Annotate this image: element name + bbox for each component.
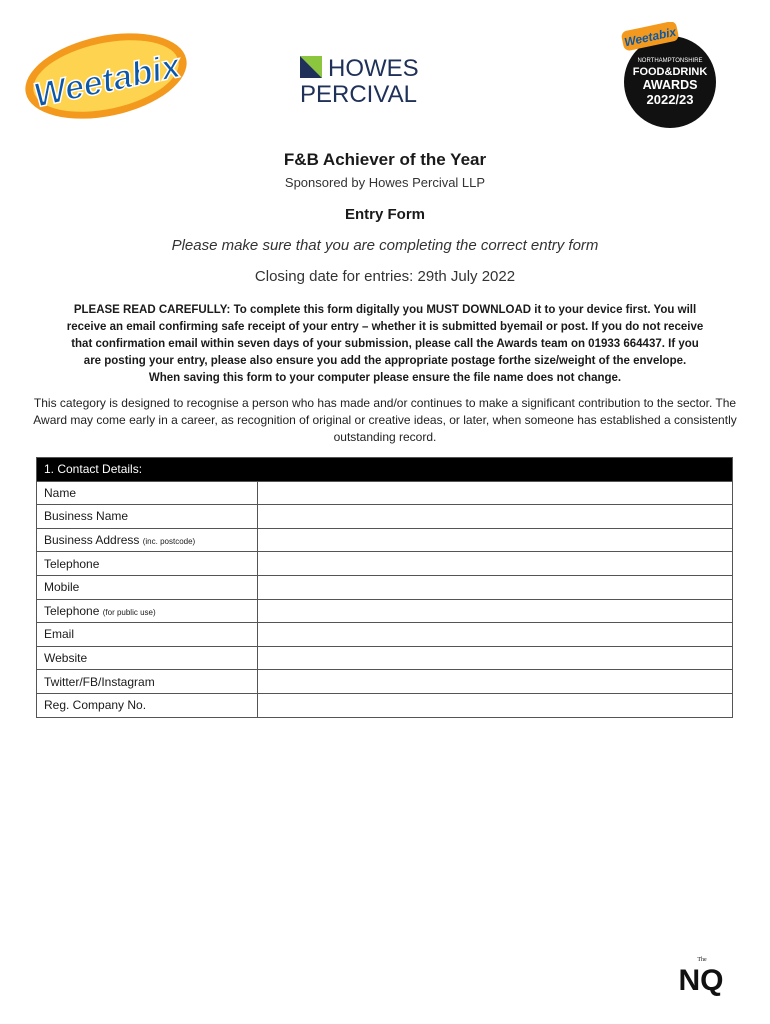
logo-bar [0,0,770,140]
svg-text:Weetabix: Weetabix [623,24,678,50]
field-label: Business Name [37,505,258,529]
notice-line: PLEASE READ CAREFULLY: To complete this form digitally you MUST DOWNLOAD it to your device first. You will [73,304,697,316]
email-field[interactable] [258,623,733,647]
table-row [37,693,733,717]
svg-text:PERCIVAL: PERCIVAL [300,81,417,104]
table-row [37,528,733,552]
field-label: Telephone (for public use) [37,599,258,623]
name-field[interactable] [258,481,733,505]
table-row [37,646,733,670]
contact-details-table [36,457,733,718]
field-label: Telephone [37,552,258,576]
business-name-field[interactable] [258,505,733,529]
field-label: Mobile [37,575,258,599]
website-field[interactable] [258,646,733,670]
social-media-field[interactable] [258,670,733,694]
field-label: Website [37,646,258,670]
form-title: Entry Form [344,206,425,223]
table-row [37,552,733,576]
sponsor-line: Sponsored by Howes Percival LLP [284,175,486,190]
notice-line: that confirmation email within seven days of your submission, please call the Awards team on 01933 664437. If you [71,338,699,350]
notice-line: When saving this form to your computer please ensure the file name does not change. [148,372,622,384]
table-row [37,505,733,529]
notice-line: are posting your entry, please also ensure you add the appropriate postage forthe size/weight of the envelope. [83,355,687,367]
food-drink-awards-badge [618,22,722,130]
svg-text:FOOD&DRINK: FOOD&DRINK [632,66,708,78]
table-row [37,599,733,623]
notice-line: receive an email confirming safe receipt of your entry – whether it is submitted byemail or post. If you do not receive [66,321,704,333]
svg-text:Weetabix: Weetabix [30,46,184,115]
svg-text:The: The [697,957,707,963]
table-row [37,481,733,505]
telephone-field[interactable] [258,552,733,576]
page-title: F&B Achiever of the Year [283,150,487,169]
public-telephone-field[interactable] [258,599,733,623]
field-label: Reg. Company No. [37,693,258,717]
svg-text:AWARDS: AWARDS [642,78,698,92]
mobile-field[interactable] [258,575,733,599]
section-header [37,458,733,482]
field-note: (inc. postcode) [142,537,196,547]
field-label: Twitter/FB/Instagram [37,670,258,694]
svg-text:HOWES: HOWES [328,55,419,82]
read-carefully-notice [30,302,740,387]
table-row [37,623,733,647]
company-number-field[interactable] [258,693,733,717]
table-row [37,670,733,694]
weetabix-logo [22,26,190,122]
closing-date: Closing date for entries: 29th July 2022 [254,268,516,285]
field-label: Name [37,481,258,505]
svg-text:NORTHAMPTONSHIRE: NORTHAMPTONSHIRE [637,58,703,64]
section-title: 1. Contact Details: [37,458,733,482]
table-row [37,575,733,599]
form-instruction: Please make sure that you are completing the correct entry form [171,237,599,254]
business-address-field[interactable] [258,528,733,552]
svg-text:NQ: NQ [678,964,724,997]
howes-percival-logo [300,54,470,104]
svg-text:2022/23: 2022/23 [646,92,694,107]
field-note: (for public use) [102,607,156,617]
field-label: Email [37,623,258,647]
field-label: Business Address (inc. postcode) [37,528,258,552]
nq-logo [668,950,734,1000]
category-description: This category is designed to recognise a person who has made and/or continues to make a significant contribution to the sector. The Award may come early in a career, as recognition of original or creative ideas, or later, when someone has established a consistently outstanding record. [33,396,737,444]
